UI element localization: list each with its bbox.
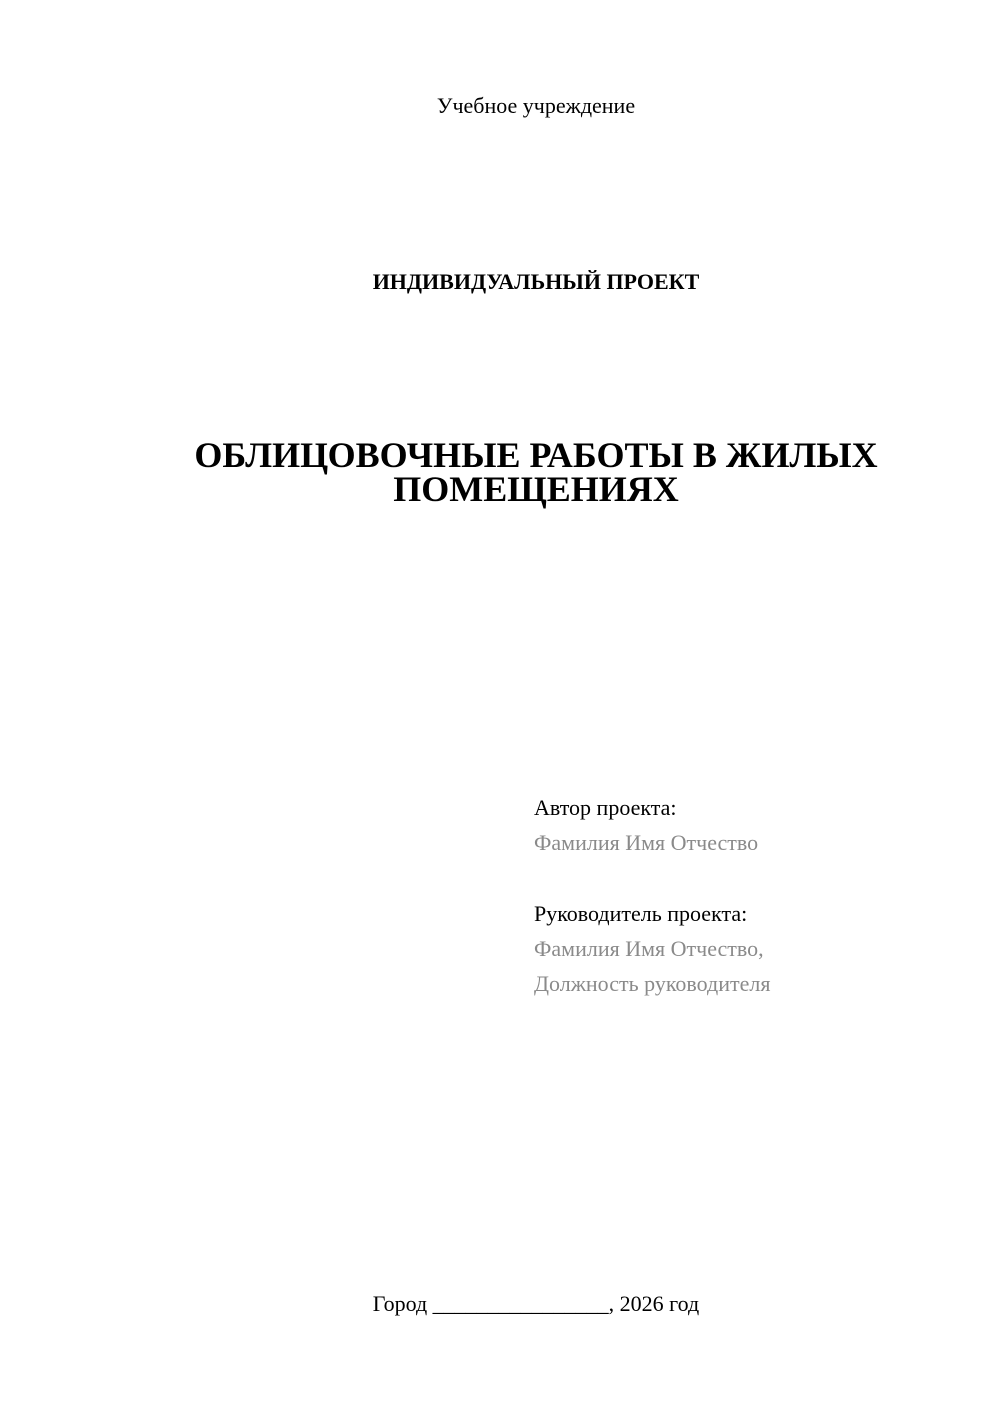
project-title-line-1: ОБЛИЦОВОЧНЫЕ РАБОТЫ В ЖИЛЫХ [194, 435, 878, 475]
signature-spacer [534, 860, 974, 896]
supervisor-name-placeholder: Фамилия Имя Отчество, [534, 936, 764, 961]
city-year-footer: Город ________________, 2026 год [372, 1291, 700, 1316]
institution-name: Учебное учреждение [436, 93, 636, 118]
author-label: Автор проекта: [534, 795, 677, 820]
signature-block [534, 790, 974, 1001]
project-title-line-2: ПОМЕЩЕНИЯХ [393, 469, 679, 509]
document-type-heading: ИНДИВИДУАЛЬНЫЙ ПРОЕКТ [372, 269, 700, 294]
project-title [0, 435, 1000, 509]
author-name-placeholder: Фамилия Имя Отчество [534, 830, 759, 855]
supervisor-position-placeholder: Должность руководителя [534, 971, 771, 996]
supervisor-label: Руководитель проекта: [534, 901, 748, 926]
